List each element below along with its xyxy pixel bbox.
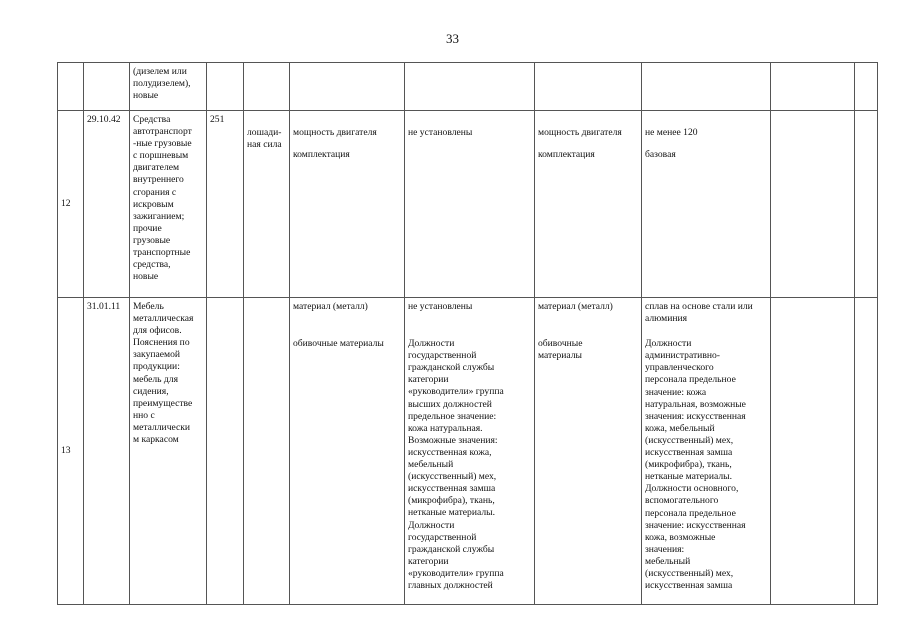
unit-code: [207, 298, 244, 605]
characteristic-value: Должности государственной гражданской службы категории «руководители» группа высших должностей предельное значение: кожа натуральная. Возможные значения: искусственная кожа, мебельный (искусственный) мех, искусственная замша (микрофибра), ткань, нетканые материалы. Должности государственной гражданской службы категории «руководители» группа главных должностей: [408, 338, 504, 591]
gov-characteristic-value-cell: [642, 111, 771, 298]
gov-characteristic-name: обивочные материалы: [538, 338, 583, 362]
characteristic-value: [405, 63, 535, 111]
characteristic-name: комплектация: [293, 149, 350, 161]
characteristic-value-cell: [405, 298, 535, 605]
page-number: 33: [446, 31, 459, 46]
extra-cell: [771, 111, 855, 298]
product-name: (дизелем или полудизелем), новые: [130, 63, 207, 111]
gov-characteristic-value: [642, 63, 771, 111]
unit-code: 251: [207, 111, 244, 298]
extra-cell: [855, 298, 878, 605]
table-row: [58, 63, 878, 111]
characteristic-name-cell: [290, 298, 405, 605]
gov-characteristic-value-cell: [642, 298, 771, 605]
gov-characteristic-name-cell: [535, 111, 642, 298]
okpd-code: 29.10.42: [84, 111, 130, 298]
gov-characteristic-name: материал (металл): [538, 301, 613, 312]
gov-characteristic-value: базовая: [645, 149, 676, 161]
characteristic-name-cell: [290, 111, 405, 298]
product-name: Средства автотранспорт -ные грузовые с поршневым двигателем внутреннего сгорания с искровым зажиганием; прочие грузовые транспортные средства, новые: [130, 111, 207, 298]
okpd-code: 31.01.11: [84, 298, 130, 605]
gov-characteristic-value: сплав на основе стали или алюминия: [645, 301, 753, 325]
unit-name: [244, 298, 290, 605]
okpd-code: [84, 63, 130, 111]
characteristic-value: не установлены: [408, 301, 473, 312]
unit-code: [207, 63, 244, 111]
row-index: 13: [58, 298, 84, 605]
characteristic-name: [290, 63, 405, 111]
row-index: [58, 63, 84, 111]
extra-cell: [855, 63, 878, 111]
gov-characteristic-name: мощность двигателя: [538, 127, 622, 138]
product-name: Мебель металлическая для офисов. Пояснения по закупаемой продукции: мебель для сидения, преимуществе нно с металлически м каркасом: [130, 298, 207, 605]
characteristic-name: обивочные материалы: [293, 338, 384, 350]
gov-characteristic-name-cell: [535, 298, 642, 605]
extra-cell: [771, 63, 855, 111]
characteristic-value: не установлены: [408, 127, 473, 138]
table-row: [58, 111, 878, 298]
row-index: 12: [58, 111, 84, 298]
characteristic-value-cell: [405, 111, 535, 298]
gov-characteristic-value: Должности административно- управленческого персонала предельное значение: кожа натуральная, возможные значения: искусственная кожа, мебельный (искусственный) мех, искусственная замша (микрофибра), ткань, нетканые материалы. Должности основного, вспомогательного персонала предельное значение: искусственная кожа, возможные значения: мебельный (искусственный) мех, искусственная замша: [645, 338, 746, 592]
gov-characteristic-name: комплектация: [538, 149, 595, 161]
extra-cell: [771, 298, 855, 605]
table-row: [58, 298, 878, 605]
procurement-table: [57, 62, 878, 605]
characteristic-name: мощность двигателя: [293, 127, 377, 138]
unit-name: [244, 63, 290, 111]
extra-cell: [855, 111, 878, 298]
gov-characteristic-name: [535, 63, 642, 111]
characteristic-name: материал (металл): [293, 301, 368, 312]
unit-name: лошади- ная сила: [244, 111, 290, 298]
gov-characteristic-value: не менее 120: [645, 127, 698, 138]
